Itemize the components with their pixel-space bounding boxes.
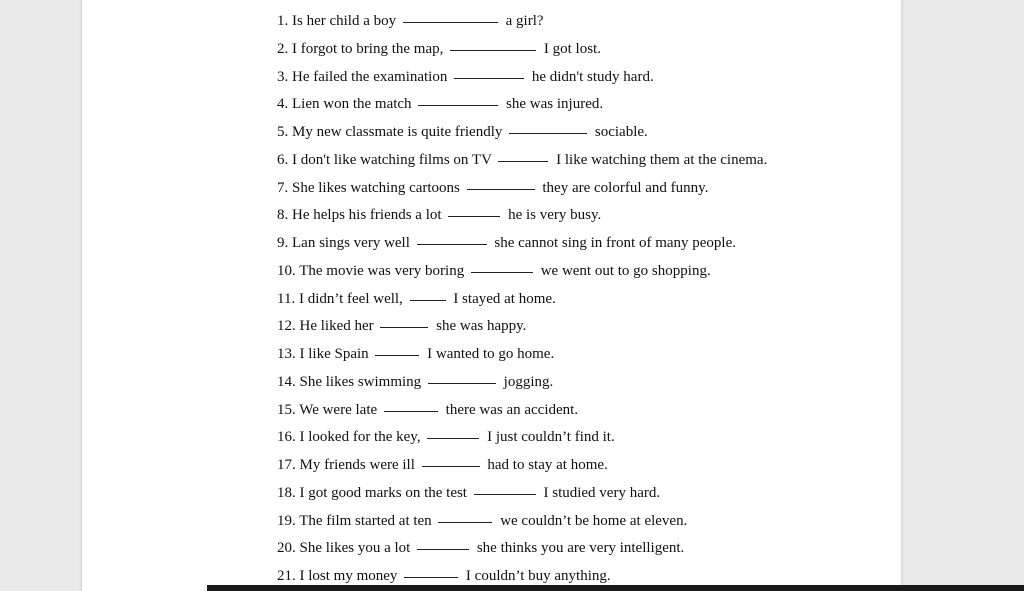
sentence-first-part: Lan sings very well xyxy=(292,235,410,251)
exercise-item xyxy=(277,64,767,92)
exercise-number: 1. xyxy=(277,13,289,29)
exercise-list xyxy=(277,8,767,591)
answer-blank xyxy=(509,132,587,134)
exercise-number: 20. xyxy=(277,540,296,557)
exercise-item xyxy=(277,480,767,508)
sentence-first-part: We were late xyxy=(299,401,378,418)
sentence-first-part: My new classmate is quite friendly xyxy=(292,124,503,140)
sentence-second-part: I like watching them at the cinema. xyxy=(556,151,768,168)
exercise-item xyxy=(277,424,767,452)
answer-blank xyxy=(375,354,419,356)
answer-blank xyxy=(474,493,536,495)
exercise-number: 11. xyxy=(277,290,296,307)
sentence-second-part: I wanted to go home. xyxy=(427,346,555,362)
sentence-second-part: she was injured. xyxy=(506,96,604,113)
sentence-first-part: I didn’t feel well, xyxy=(298,290,403,307)
exercise-item xyxy=(277,230,767,258)
answer-blank xyxy=(448,215,500,217)
sentence-second-part: had to stay at home. xyxy=(487,457,608,473)
exercise-item xyxy=(277,147,767,175)
answer-blank xyxy=(438,521,492,523)
sentence-second-part: I got lost. xyxy=(543,40,601,57)
sentence-second-part: she was happy. xyxy=(436,318,527,335)
exercise-item xyxy=(277,452,767,480)
sentence-first-part: I lost my money xyxy=(299,568,398,584)
sentence-first-part: She likes watching cartoons xyxy=(292,179,460,196)
exercise-number: 15. xyxy=(277,401,296,418)
sentence-second-part: there was an accident. xyxy=(445,401,579,418)
answer-blank xyxy=(418,104,498,106)
sentence-second-part: we couldn’t be home at eleven. xyxy=(500,512,688,529)
sentence-first-part: I forgot to bring the map, xyxy=(292,40,444,57)
exercise-item xyxy=(277,202,767,230)
exercise-number: 6. xyxy=(277,151,289,168)
sentence-first-part: He helps his friends a lot xyxy=(292,207,442,224)
sentence-second-part: she thinks you are very intelligent. xyxy=(476,540,685,557)
sentence-first-part: The film started at ten xyxy=(299,512,432,529)
sentence-second-part: jogging. xyxy=(503,373,554,390)
exercise-number: 21. xyxy=(277,568,296,584)
sentence-second-part: she cannot sing in front of many people. xyxy=(494,235,737,251)
exercise-number: 2. xyxy=(277,40,289,57)
exercise-number: 4. xyxy=(277,96,289,113)
bottom-bar xyxy=(207,585,1024,591)
sentence-first-part: I got good marks on the test xyxy=(299,484,467,501)
exercise-item xyxy=(277,91,767,119)
exercise-number: 9. xyxy=(277,235,289,251)
exercise-number: 5. xyxy=(277,124,289,140)
answer-blank xyxy=(417,548,469,550)
exercise-number: 17. xyxy=(277,457,296,473)
exercise-number: 16. xyxy=(277,429,296,446)
exercise-item xyxy=(277,8,767,36)
answer-blank xyxy=(467,188,535,190)
answer-blank xyxy=(410,299,446,301)
sentence-first-part: My friends were ill xyxy=(299,457,415,473)
sentence-first-part: She likes you a lot xyxy=(299,540,411,557)
sentence-first-part: He failed the examination xyxy=(292,68,448,85)
answer-blank xyxy=(384,410,438,412)
sentence-second-part: we went out to go shopping. xyxy=(540,262,711,279)
exercise-number: 12. xyxy=(277,318,296,335)
exercise-item xyxy=(277,313,767,341)
sentence-second-part: sociable. xyxy=(594,124,648,140)
sentence-first-part: He liked her xyxy=(299,318,374,335)
sentence-first-part: Lien won the match xyxy=(292,96,412,113)
sentence-second-part: I stayed at home. xyxy=(453,290,556,307)
exercise-item xyxy=(277,369,767,397)
exercise-number: 18. xyxy=(277,484,296,501)
answer-blank xyxy=(498,160,548,162)
exercise-item xyxy=(277,341,767,369)
sentence-second-part: I couldn’t buy anything. xyxy=(465,568,611,584)
exercise-number: 19. xyxy=(277,512,296,529)
exercise-item xyxy=(277,119,767,147)
sentence-second-part: they are colorful and funny. xyxy=(542,179,709,196)
sentence-first-part: I like Spain xyxy=(299,346,369,362)
exercise-number: 14. xyxy=(277,373,296,390)
sentence-second-part: he didn't study hard. xyxy=(531,68,654,85)
answer-blank xyxy=(422,465,480,467)
sentence-second-part: a girl? xyxy=(505,13,544,29)
answer-blank xyxy=(471,271,533,273)
exercise-number: 3. xyxy=(277,68,289,85)
sentence-second-part: I just couldn’t find it. xyxy=(487,429,615,446)
answer-blank xyxy=(450,49,536,51)
sentence-first-part: I don't like watching films on TV xyxy=(292,151,492,168)
exercise-number: 13. xyxy=(277,346,296,362)
sentence-first-part: The movie was very boring xyxy=(299,262,465,279)
exercise-number: 7. xyxy=(277,179,289,196)
sentence-first-part: I looked for the key, xyxy=(299,429,421,446)
exercise-number: 8. xyxy=(277,207,289,224)
exercise-item xyxy=(277,508,767,536)
document-page xyxy=(82,0,901,591)
answer-blank xyxy=(454,77,524,79)
exercise-item xyxy=(277,36,767,64)
exercise-item xyxy=(277,535,767,563)
answer-blank xyxy=(380,326,428,328)
exercise-number: 10. xyxy=(277,262,296,279)
exercise-item xyxy=(277,286,767,314)
sentence-second-part: I studied very hard. xyxy=(543,484,661,501)
sentence-second-part: he is very busy. xyxy=(508,207,602,224)
answer-blank xyxy=(404,576,458,578)
answer-blank xyxy=(403,21,498,23)
exercise-item xyxy=(277,258,767,286)
exercise-item xyxy=(277,175,767,203)
answer-blank xyxy=(417,243,487,245)
exercise-item xyxy=(277,397,767,425)
answer-blank xyxy=(428,382,496,384)
sentence-first-part: Is her child a boy xyxy=(292,13,397,29)
answer-blank xyxy=(427,437,479,439)
sentence-first-part: She likes swimming xyxy=(299,373,422,390)
